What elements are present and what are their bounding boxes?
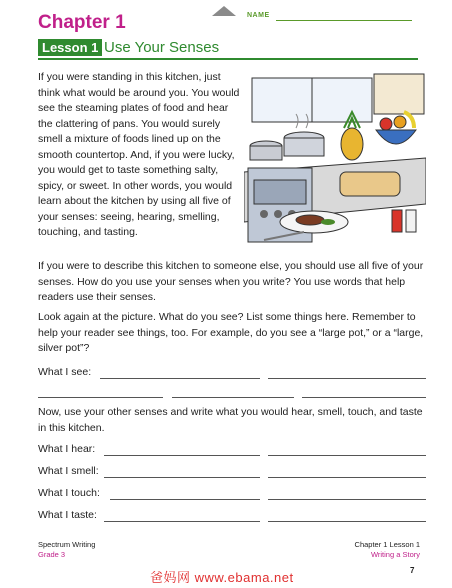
hear-label: What I hear: [38, 443, 96, 455]
name-label: NAME [247, 12, 270, 19]
smell-label: What I smell: [38, 465, 99, 477]
touch-label: What I touch: [38, 487, 100, 499]
chapter-title: Chapter 1 [38, 12, 126, 33]
look-paragraph: Look again at the picture. What do you see? List some things here. Remember to help your reader see things, too. For example, do you see a “large pot,” or a “large, silver pot”? [38, 311, 424, 354]
footer-right [330, 540, 420, 560]
footer-grade: Grade 3 [38, 550, 66, 559]
see-line-2[interactable] [268, 378, 426, 379]
intro-paragraph: If you were standing in this kitchen, just think what would be around you. You would see the steaming plates of food and hear the clattering of pans. You would surely smell a mixture of foods lined up on the smooth countertop. And, if you were lucky, you would get to taste something salty, spicy, or sweet. In other words, you would learn about the kitchen by using all five of your senses: seeing, hearing, smelling, touching, and tasting. [38, 71, 240, 238]
taste-line-2[interactable] [268, 521, 426, 522]
see-line-1[interactable] [100, 378, 260, 379]
describe-paragraph: If you were to describe this kitchen to someone else, you should use all five of your senses. How do you use your senses when you write? You use words that help readers use their senses. [38, 260, 424, 303]
footer-book-title: Spectrum Writing [38, 540, 96, 549]
see-line-5[interactable] [302, 397, 426, 398]
kitchen-illustration [244, 72, 426, 248]
lesson-title: Use Your Senses [104, 39, 220, 56]
lesson-badge: Lesson 1 [38, 39, 102, 56]
smell-line-2[interactable] [268, 477, 426, 478]
page-number: 7 [410, 566, 415, 575]
taste-label: What I taste: [38, 509, 97, 521]
touch-line-1[interactable] [110, 499, 260, 500]
see-label: What I see: [38, 366, 92, 378]
watermark: 爸妈网 www.ebama.net [150, 570, 294, 585]
taste-line-1[interactable] [104, 521, 260, 522]
name-line[interactable] [276, 20, 412, 21]
other-senses-paragraph: Now, use your other senses and write what you would hear, smell, touch, and taste in this kitchen. [38, 406, 423, 434]
see-line-4[interactable] [172, 397, 294, 398]
hear-line-2[interactable] [268, 455, 426, 456]
touch-line-2[interactable] [268, 499, 426, 500]
footer-left [38, 540, 95, 560]
hear-line-1[interactable] [104, 455, 260, 456]
see-line-3[interactable] [38, 397, 163, 398]
smell-line-1[interactable] [104, 477, 260, 478]
page-top-marker [212, 6, 236, 16]
footer-chapter-lesson: Chapter 1 Lesson 1 [354, 540, 420, 549]
header-rule [38, 58, 418, 60]
footer-unit: Writing a Story [370, 550, 420, 559]
